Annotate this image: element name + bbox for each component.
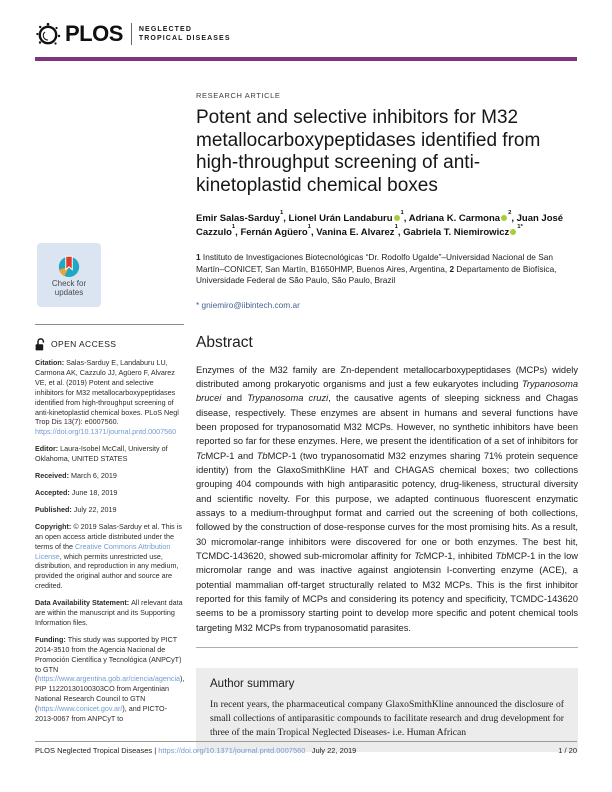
editor-entry: Editor: Laura-Isobel McCall, University of Oklahoma, UNITED STATES <box>35 444 168 464</box>
check-updates-label-line2: updates <box>54 288 84 297</box>
footer-rule <box>35 741 577 742</box>
crossmark-icon <box>56 253 82 279</box>
abstract-rule <box>196 647 578 648</box>
header-rule <box>35 57 577 61</box>
link[interactable]: https://doi.org/10.1371/journal.pntd.0007560 <box>35 427 177 437</box>
orcid-icon[interactable] <box>510 229 516 235</box>
logo-divider <box>131 23 132 45</box>
article-main <box>196 91 578 752</box>
author-list: Emir Salas-Sarduy$^1$, Lionel Urán Landaburu $^1$, Adriana K. Carmona $^2$, Juan José Cazzulo$^1$, Fernán Agüero$^1$, Vanina E. Alvarez$^1$, Gabriela T. Niemirowicz $^{1*}$ <box>196 210 564 238</box>
abstract-heading: Abstract <box>196 333 253 351</box>
open-access-row <box>35 338 184 351</box>
accepted-entry: Accepted: June 18, 2019 <box>35 487 118 497</box>
journal-header <box>35 21 231 47</box>
page-indicator: 1 / 20 <box>558 746 577 755</box>
link[interactable]: https://www.conicet.gov.ar/ <box>37 704 123 714</box>
link[interactable]: https://www.argentina.gob.ar/ciencia/agencia <box>37 674 181 684</box>
link[interactable]: Creative Commons Attribution License <box>35 541 171 561</box>
corresponding-email[interactable] <box>196 300 578 310</box>
orcid-icon[interactable] <box>501 215 507 221</box>
article-type-kicker: RESEARCH ARTICLE <box>196 91 281 100</box>
journal-name-line2: TROPICAL DISEASES <box>138 35 231 42</box>
plos-wordmark: PLOS <box>65 21 123 46</box>
sidebar-divider <box>35 324 184 325</box>
journal-name-line1: NEGLECTED <box>138 26 192 33</box>
author-summary-body: In recent years, the pharmaceutical company GlaxoSmithKline announced the disclosure of small collections of antiparasitic compounds to facilitate research and drug development for three of the main Tropical Neglected Diseases- i.e. Human African <box>210 699 564 739</box>
orcid-icon[interactable] <box>394 215 400 221</box>
check-updates-label-line1: Check for <box>51 278 87 288</box>
abstract-body: Enzymes of the M32 family are Zn-dependent metallocarboxypeptidases (MCPs) widely distributed among prokaryotic organisms and just a few eukaryotes including Trypanosoma brucei and Trypanosoma cruzi, the causative agents of sleeping sickness and Chagas disease, respectively. These enzymes are absent in humans and several functions have been proposed for trypanosomatid M32 MCPs. However, no synthetic inhibitors have been reported so far for these enzymes. Here, we present the identification of a set of inhibitors for TcMCP-1 and TbMCP-1 (two trypanosomatid M32 enzymes sharing 71% protein sequence identity) from the GlaxoSmithKline HAT and CHAGAS chemical boxes; two collections grouping 404 compounds with high antiparasitic potency, drug-likeness, structural diversity and scientific novelty. For this purpose, we adapted continuous fluorescent enzymatic assays to a medium-throughput format and carried out the screening of both collections, followed by the construction of dose-response curves for the most promising hits. As a result, 30 micromolar-range inhibitors were discovered for one or both enzymes. The best hit, TCMDC-143620, showed sub-micromolar affinity for TcMCP-1, inhibited TbMCP-1 in the low micromolar range and was inactive against angiotensin I-converting enzyme (ACE), a potential mammalian off-target structurally related to M32 MCPs. This is the first inhibitor reported for this family of MCPs and considering its potency and specificity, TCMDC-143620 seems to be a promissory starting point to develop more specific and potent chemical tools targeting M32 MCPs from trypanosomatid parasites. <box>196 364 578 633</box>
data-availability-entry: Data Availability Statement: All relevant data are within the manuscript and its Supporting Information files. <box>35 598 183 627</box>
journal-name <box>139 25 231 43</box>
open-lock-icon <box>35 338 46 351</box>
page-footer <box>35 746 577 755</box>
author-summary-heading: Author summary <box>210 678 295 691</box>
link[interactable]: * gniemiro@iibintech.com.ar <box>196 299 300 310</box>
plos-logo-icon <box>35 21 61 47</box>
published-entry: Published: July 22, 2019 <box>35 504 117 514</box>
article-title: Potent and selective inhibitors for M32 metallocarboxypeptidases identified from high-throughput screening of anti-kinetoplastid chemical boxes <box>196 107 541 196</box>
footer-citation: PLOS Neglected Tropical Diseases | https://doi.org/10.1371/journal.pntd.0007560 July 22, 2019 <box>35 746 357 755</box>
link[interactable]: https://doi.org/10.1371/journal.pntd.0007560 <box>158 746 306 755</box>
affiliations: 1 Instituto de Investigaciones Biotecnológicas “Dr. Rodolfo Ugalde”–Universidad Nacional de San Martín–CONICET, San Martín, B1650HMP, Buenos Aires, Argentina, 2 Departamento de Biofísica, Universidade Federal de São Paulo, São Paulo, Brazil <box>196 252 557 285</box>
author-summary-box <box>196 668 578 752</box>
article-sidebar <box>35 243 184 724</box>
copyright-entry: Copyright: © 2019 Salas-Sarduy et al. This is an open access article distributed under the terms of the Creative Commons Attribution License, which permits unrestricted use, distribution, and reproduction in any medium, provided the original author and source are credited. <box>35 521 182 591</box>
received-entry: Received: March 6, 2019 <box>35 471 117 481</box>
funding-entry: Funding: This study was supported by PICT 2014-3510 from the Agencia Nacional de Promoción Científica y Tecnológica (ANPCyT) to GTN (https://www.argentina.gob.ar/ciencia/agencia), PIP 11220130100303CO from Argentinian National Research Council to GTN (https://www.conicet.gov.ar/), and PICTO-2013-0067 from ANPCyT to <box>35 634 185 724</box>
citation-entry: Citation: Salas-Sarduy E, Landaburu LU, Carmona AK, Cazzulo JJ, Agüero F, Alvarez VE, et al. (2019) Potent and selective inhibitors for M32 metallocarboxypeptidases identified from high-throughput screening of anti-kinetoplastid chemical boxes. PLoS Negl Trop Dis 13(7): e0007560. https://doi.org/10.1371/journal.pntd.0007560 <box>35 358 179 437</box>
open-access-label: OPEN ACCESS <box>51 338 117 349</box>
check-for-updates-badge[interactable] <box>37 243 101 307</box>
